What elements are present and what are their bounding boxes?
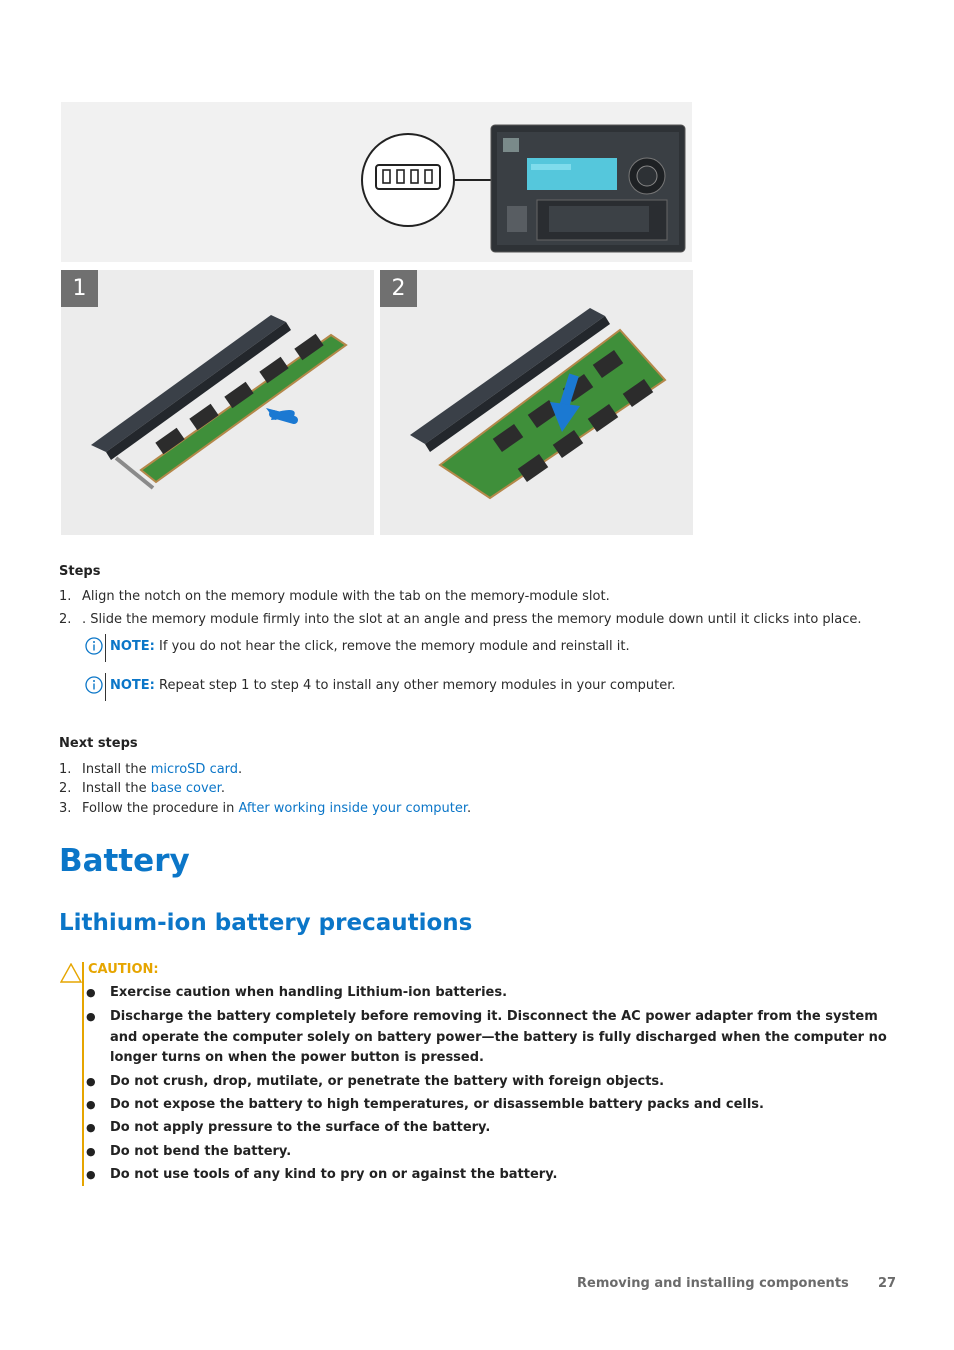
panel-number-badge: 1 bbox=[61, 270, 98, 307]
bullet-text: Do not bend the battery. bbox=[110, 1144, 292, 1159]
caution-label: CAUTION: bbox=[88, 962, 159, 977]
step-suffix: . bbox=[466, 801, 472, 816]
footer-page-number: 27 bbox=[878, 1276, 897, 1291]
step-number: 1. bbox=[59, 589, 72, 604]
step-prefix: Install the bbox=[82, 781, 151, 796]
bullet-text: Do not crush, drop, mutilate, or penetrate the battery with foreign objects. bbox=[110, 1074, 665, 1089]
step-text bbox=[82, 781, 225, 796]
step-prefix: Follow the procedure in bbox=[82, 801, 239, 816]
note-divider bbox=[105, 673, 106, 701]
bullet-text: Do not apply pressure to the surface of the battery. bbox=[110, 1120, 491, 1135]
bullet-icon: ● bbox=[86, 1168, 96, 1181]
bullet-icon: ● bbox=[86, 1098, 96, 1111]
bullet-text: Exercise caution when handling Lithium-ion batteries. bbox=[110, 985, 508, 1000]
info-circle-icon bbox=[85, 637, 103, 655]
bullet-icon: ● bbox=[86, 1010, 96, 1023]
step-text: Align the notch on the memory module with the tab on the memory-module slot. bbox=[82, 589, 610, 604]
insert-arrow-icon bbox=[266, 408, 295, 420]
note-label: NOTE: bbox=[110, 678, 155, 693]
battery-subtitle: Lithium-ion battery precautions bbox=[59, 910, 473, 936]
step-number: 1. bbox=[59, 762, 72, 777]
step-suffix: . bbox=[220, 781, 225, 796]
caution-divider bbox=[82, 962, 84, 1186]
info-circle-icon bbox=[85, 676, 103, 694]
note-text: If you do not hear the click, remove the memory module and reinstall it. bbox=[159, 639, 630, 654]
step-number: 2. bbox=[59, 781, 72, 796]
bullet-text: Do not expose the battery to high temperatures, or disassemble battery packs and cells. bbox=[110, 1097, 764, 1112]
after-working-inside-link[interactable]: After working inside your computer bbox=[238, 801, 467, 816]
next-steps-heading: Next steps bbox=[59, 736, 138, 751]
bullet-text: Do not use tools of any kind to pry on or against the battery. bbox=[110, 1167, 558, 1182]
step-text bbox=[82, 762, 242, 777]
base-cover-link[interactable]: base cover bbox=[150, 781, 221, 796]
laptop-overview-illustration bbox=[61, 102, 692, 262]
step-suffix: . bbox=[238, 762, 243, 777]
warning-triangle-icon bbox=[60, 963, 82, 983]
step-text bbox=[82, 801, 471, 816]
step-text: . Slide the memory module firmly into the slot at an angle and press the memory module down until it clicks into place. bbox=[82, 612, 862, 627]
note-content bbox=[110, 678, 676, 693]
figure-panel-press bbox=[380, 270, 693, 535]
note-content bbox=[110, 639, 630, 654]
note-divider bbox=[105, 634, 106, 662]
step-number: 2. bbox=[59, 612, 72, 627]
bullet-icon: ● bbox=[86, 1121, 96, 1134]
steps-heading: Steps bbox=[59, 564, 101, 579]
microsd-card-link[interactable]: microSD card bbox=[150, 762, 239, 777]
note-label: NOTE: bbox=[110, 639, 155, 654]
footer-section-title: Removing and installing components bbox=[577, 1276, 849, 1291]
laptop-base-illustration bbox=[491, 125, 685, 252]
bullet-text: Discharge the battery completely before removing it. Disconnect the AC power adapter from the system and operate the computer solely on battery power—the battery is fully discharged when the computer no longer turns on when the power button is pressed. bbox=[110, 1009, 887, 1065]
panel-number-badge: 2 bbox=[380, 270, 417, 307]
bullet-icon: ● bbox=[86, 1075, 96, 1088]
note-text: Repeat step 1 to step 4 to install any other memory modules in your computer. bbox=[159, 678, 676, 693]
figure-panel-insert bbox=[61, 270, 374, 535]
battery-title: Battery bbox=[59, 843, 190, 879]
step-prefix: Install the bbox=[82, 762, 151, 777]
step-number: 3. bbox=[59, 801, 72, 816]
bullet-icon: ● bbox=[86, 1145, 96, 1158]
bullet-icon: ● bbox=[86, 986, 96, 999]
